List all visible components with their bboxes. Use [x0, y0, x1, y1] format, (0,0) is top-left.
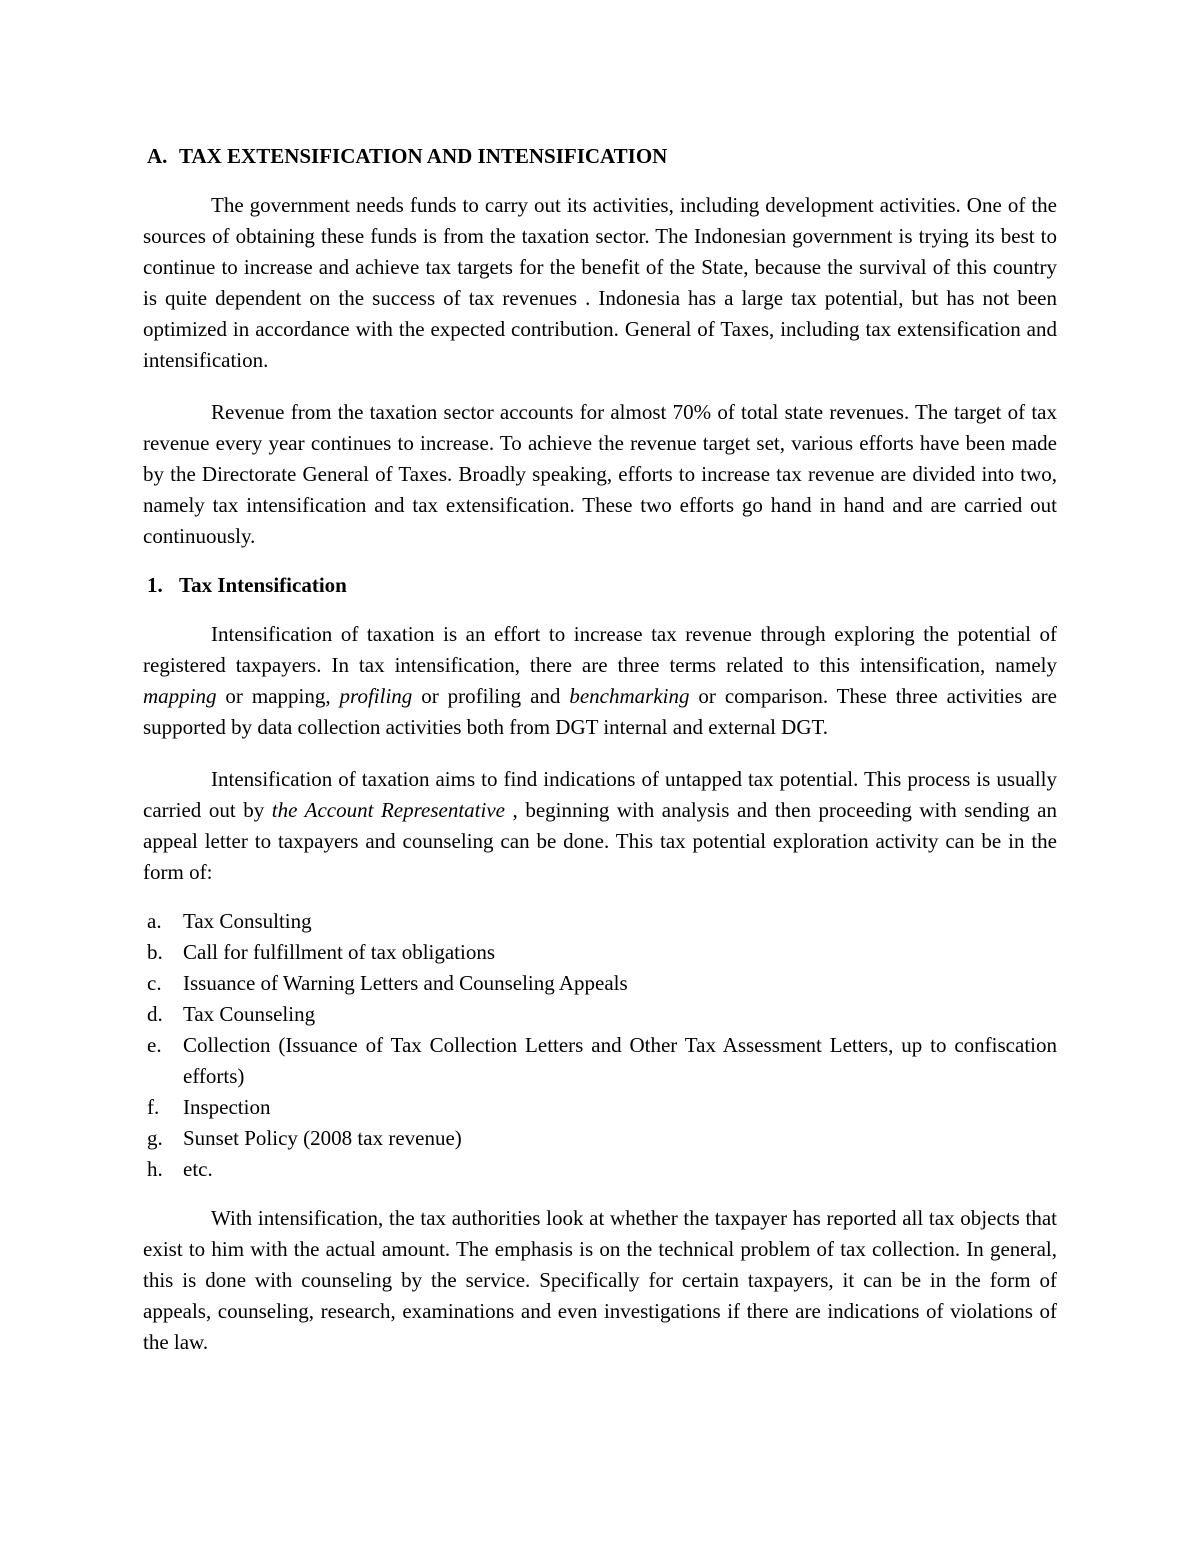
list-marker: b.	[147, 940, 163, 964]
section-number: A.	[147, 144, 168, 168]
list-marker: c.	[147, 971, 162, 995]
list-marker: h.	[147, 1157, 163, 1181]
list-item-text: etc.	[183, 1157, 213, 1181]
list-item	[143, 968, 1057, 999]
paragraph-intensification-emphasis: With intensification, the tax authorities look at whether the taxpayer has reported all tax objects that exist to him with the actual amount. The emphasis is on the technical problem of tax collection. In general, this is done with counseling by the service. Specifically for certain taxpayers, it can be in the form of appeals, counseling, research, examinations and even investigations if there are indications of violations of the law.	[143, 1206, 1057, 1354]
section-heading	[143, 141, 1057, 172]
list-marker: d.	[147, 1002, 163, 1026]
list-item	[143, 1154, 1057, 1185]
list-item	[143, 1092, 1057, 1123]
list-item-text: Call for fulfillment of tax obligations	[183, 940, 496, 964]
list-item-text: Issuance of Warning Letters and Counseling Appeals	[183, 971, 628, 995]
section-title: TAX EXTENSIFICATION AND INTENSIFICATION	[179, 144, 668, 168]
list-marker: g.	[147, 1126, 163, 1150]
paragraph-intro-1: The government needs funds to carry out its activities, including development activities. One of the sources of obtaining these funds is from the taxation sector. The Indonesian government is trying its best to continue to increase and achieve tax targets for the benefit of the State, because the survival of this country is quite dependent on the success of tax revenues . Indonesia has a large tax potential, but has not been optimized in accordance with the expected contribution. General of Taxes, including tax extensification and intensification.	[143, 193, 1057, 372]
term-account-representative: the Account Representative	[271, 798, 505, 822]
page-content	[143, 141, 1057, 1358]
p3-text-4: or comparison. These three activities are supported by data collection activities both from DGT internal and external DGT.	[143, 684, 1057, 739]
list-item	[143, 1123, 1057, 1154]
term-profiling: profiling	[339, 684, 413, 708]
subsection-number: 1.	[147, 573, 163, 597]
subsection-title: Tax Intensification	[179, 573, 347, 597]
list-marker: e.	[147, 1033, 162, 1057]
list-item	[143, 906, 1057, 937]
paragraph-intensification-aims	[143, 764, 1057, 888]
subsection-heading	[143, 570, 1057, 601]
p4-text-1: Intensification of taxation aims to find indications of untapped tax potential. This process is usually carried out by	[143, 767, 1057, 822]
list-item	[143, 937, 1057, 968]
term-mapping: mapping	[143, 684, 217, 708]
term-benchmarking: benchmarking	[569, 684, 690, 708]
paragraph-intensification-definition	[143, 619, 1057, 743]
list-marker: f.	[147, 1095, 160, 1119]
list-item-text: Tax Counseling	[183, 1002, 316, 1026]
list-item	[143, 1030, 1057, 1092]
list-item-text: Tax Consulting	[183, 909, 312, 933]
p4-text-2: , beginning with analysis and then proceeding with sending an appeal letter to taxpayers and counseling can be done. This tax potential exploration activity can be in the form of:	[143, 798, 1057, 884]
activity-list	[143, 906, 1057, 1185]
list-marker: a.	[147, 909, 162, 933]
paragraph-intro-2: Revenue from the taxation sector accounts for almost 70% of total state revenues. The target of tax revenue every year continues to increase. To achieve the revenue target set, various efforts have been made by the Directorate General of Taxes. Broadly speaking, efforts to increase tax revenue are divided into two, namely tax intensification and tax extensification. These two efforts go hand in hand and are carried out continuously.	[143, 400, 1057, 548]
p3-text-1: Intensification of taxation is an effort to increase tax revenue through exploring the potential of registered taxpayers. In tax intensification, there are three terms related to this intensification, namely	[143, 622, 1057, 677]
p3-text-3: or profiling and	[412, 684, 570, 708]
list-item-text: Inspection	[183, 1095, 271, 1119]
list-item-text: Collection (Issuance of Tax Collection Letters and Other Tax Assessment Letters, up to confiscation efforts)	[183, 1033, 1057, 1088]
list-item-text: Sunset Policy (2008 tax revenue)	[183, 1126, 462, 1150]
p3-text-2: or mapping,	[216, 684, 340, 708]
list-item	[143, 999, 1057, 1030]
